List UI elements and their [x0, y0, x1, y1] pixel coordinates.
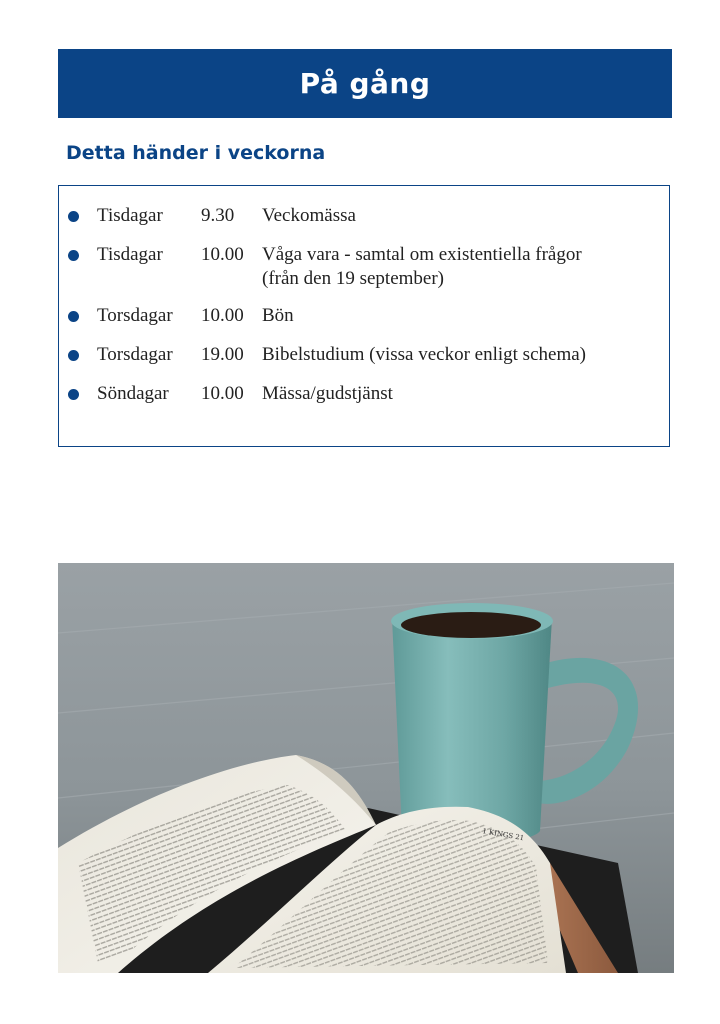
schedule-day: Tisdagar: [97, 244, 163, 265]
coffee: [401, 612, 541, 638]
bullet-icon: [68, 250, 79, 261]
bullet-icon: [68, 211, 79, 222]
bullet-icon: [68, 389, 79, 400]
section-heading: Detta händer i veckorna: [66, 142, 326, 164]
schedule-time: 19.00: [201, 344, 244, 365]
schedule-box: [58, 185, 670, 447]
bible-page-header: 1 KINGS 21: [481, 827, 525, 843]
schedule-description: [262, 243, 582, 291]
schedule-item: [59, 243, 669, 293]
schedule-item: [59, 304, 669, 334]
schedule-item: [59, 382, 669, 412]
schedule-description: Veckomässa: [262, 205, 356, 226]
schedule-time: 9.30: [201, 205, 235, 226]
coffee-and-bible-photo: [58, 563, 674, 973]
bullet-icon: [68, 311, 79, 322]
schedule-description: Bibelstudium (vissa veckor enligt schema): [262, 344, 586, 365]
schedule-day: Torsdagar: [97, 305, 173, 326]
title-banner: [58, 49, 672, 118]
schedule-item: [59, 343, 669, 373]
schedule-description: Mässa/gudstjänst: [262, 383, 393, 404]
schedule-day: Tisdagar: [97, 205, 163, 226]
schedule-description-line: (från den 19 september): [262, 268, 445, 289]
bullet-icon: [68, 350, 79, 361]
page-title: På gång: [299, 67, 431, 100]
schedule-item: [59, 204, 669, 234]
schedule-time: 10.00: [201, 305, 244, 326]
schedule-time: 10.00: [201, 383, 244, 404]
schedule-time: 10.00: [201, 244, 244, 265]
schedule-day: Torsdagar: [97, 344, 173, 365]
schedule-description-line: Våga vara - samtal om existentiella frågor: [262, 244, 582, 265]
schedule-day: Söndagar: [97, 383, 169, 404]
schedule-description: Bön: [262, 305, 294, 326]
